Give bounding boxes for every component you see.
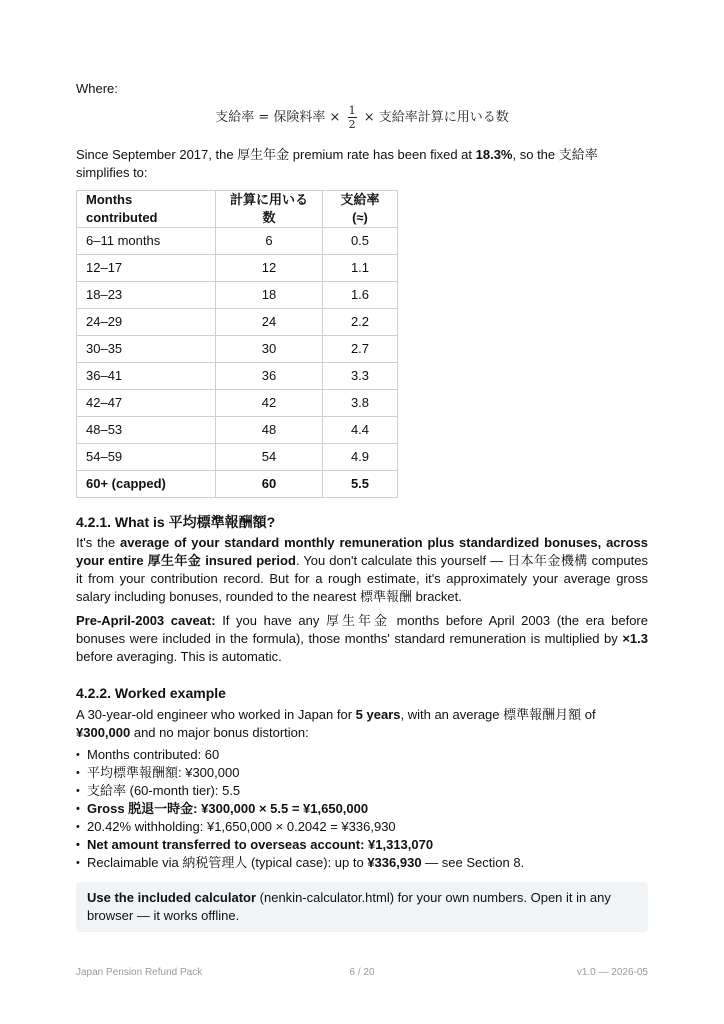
table-row [77, 336, 398, 363]
table-cell: 0.5 [323, 228, 398, 255]
table-header-row [77, 191, 398, 228]
intro-text: simplifies to: [76, 165, 148, 180]
paragraph-emphasis: 5 years [355, 707, 401, 722]
intro-text: premium rate has been fixed at [289, 147, 476, 162]
paragraph-text: A 30-year-old engineer who worked in Japan for [76, 707, 356, 722]
table-row [77, 309, 398, 336]
column-header: Months contributed [77, 191, 216, 228]
table-row [77, 255, 398, 282]
calculator-note-callout [76, 882, 648, 932]
footer-title: Japan Pension Refund Pack [76, 967, 203, 978]
rate-formula [76, 104, 648, 131]
table-cell: 54–59 [77, 444, 216, 471]
table-cell: 12 [216, 255, 323, 282]
list-item-text: Reclaimable via 納税管理人 (typical case): up to [87, 855, 368, 870]
fraction-denominator: 2 [348, 118, 356, 131]
fraction-numerator: 1 [348, 104, 356, 117]
table-cell: 2.7 [323, 336, 398, 363]
paragraph-emphasis: average of your standard monthly remuneration plus standardized bonuses, across your entire 厚生年金 insured period [76, 535, 648, 568]
paragraph-emphasis: ¥300,000 [76, 725, 131, 740]
rate-table [76, 190, 398, 498]
list-item: • Gross 脱退一時金: ¥300,000 × 5.5 = ¥1,650,000 [76, 800, 648, 818]
table-cell: 30 [216, 336, 323, 363]
column-header: 支給率 (≈) [323, 191, 398, 228]
list-item: • 支給率 (60-month tier): 5.5 [76, 782, 648, 800]
formula-rhs: × 支給率計算に用いる数 [363, 110, 509, 125]
table-cell: 60+ (capped) [77, 471, 216, 498]
paragraph-text: and no major bonus distortion: [130, 725, 309, 740]
table-cell: 12–17 [77, 255, 216, 282]
table-cell: 4.4 [323, 417, 398, 444]
table-cell: 6–11 months [77, 228, 216, 255]
example-list [76, 746, 648, 872]
table-cell: 18 [216, 282, 323, 309]
intro-paragraph [76, 146, 648, 182]
table-cell: 4.9 [323, 444, 398, 471]
caveat-label: Pre-April-2003 caveat: [76, 613, 216, 628]
table-cell: 36 [216, 363, 323, 390]
list-item: • 平均標準報酬額: ¥300,000 [76, 764, 648, 782]
table-cell: 1.6 [323, 282, 398, 309]
table-row-capped [77, 471, 398, 498]
table-cell: 1.1 [323, 255, 398, 282]
footer-version: v1.0 — 2026-05 [576, 967, 648, 978]
intro-rate-value: 18.3% [475, 147, 513, 162]
note-emphasis: Use the included calculator [87, 890, 257, 905]
table-row [77, 282, 398, 309]
intro-text: 支給率 [558, 147, 598, 162]
table-cell: 30–35 [77, 336, 216, 363]
formula-lhs: 支給率 = 保険料率 × [215, 110, 341, 125]
list-item: • 20.42% withholding: ¥1,650,000 × 0.2042 = ¥336,930 [76, 818, 648, 836]
table-row [77, 417, 398, 444]
intro-text: , so the [512, 147, 559, 162]
table-cell: 48 [216, 417, 323, 444]
table-cell: 6 [216, 228, 323, 255]
caveat-paragraph [76, 612, 648, 666]
table-cell: 54 [216, 444, 323, 471]
note-text: (nenkin-calculator.html) for your own numbers. Open it in any browser — it works offline. [87, 890, 611, 923]
table-row [77, 228, 398, 255]
table-cell: 60 [216, 471, 323, 498]
example-intro-paragraph [76, 706, 648, 742]
paragraph-text: If you have any 厚生年金 months before April 2003 (the era before bonuses were included in the formula), those months' standard remuneration is multiplied by [76, 613, 648, 646]
table-row [77, 444, 398, 471]
table-cell: 24–29 [77, 309, 216, 336]
table-cell: 18–23 [77, 282, 216, 309]
intro-text: Since September 2017, the [76, 147, 238, 162]
table-cell: 48–53 [77, 417, 216, 444]
page-number: 6 / 20 [349, 967, 375, 978]
paragraph-emphasis: ×1.3 [622, 631, 648, 646]
table-row [77, 390, 398, 417]
paragraph-text: , with an average 標準報酬月額 of [400, 707, 596, 722]
definition-paragraph [76, 534, 648, 606]
intro-text: 厚生年金 [237, 147, 290, 162]
list-item-emphasis: ¥336,930 [367, 855, 422, 870]
table-cell: 36–41 [77, 363, 216, 390]
paragraph-text: . You don't calculate this yourself — 日本年金機構 computes it from your contribution record. But for a rough estimate, it's approximately your average gross salary including bonuses, rounded to the nearest 標準報酬 bracket. [76, 553, 648, 604]
section-heading: 4.2.2. Worked example [76, 685, 226, 701]
where-label: Where: [76, 81, 118, 96]
table-row [77, 363, 398, 390]
paragraph-text: before averaging. This is automatic. [76, 649, 282, 664]
list-item: • Months contributed: 60 [76, 746, 648, 764]
column-header: 計算に用いる数 [216, 191, 323, 228]
table-cell: 42–47 [77, 390, 216, 417]
table-cell: 5.5 [323, 471, 398, 498]
list-item [76, 854, 648, 872]
table-cell: 42 [216, 390, 323, 417]
list-item-text: — see Section 8. [421, 855, 525, 870]
table-cell: 24 [216, 309, 323, 336]
formula-fraction [348, 104, 357, 131]
list-item: • Net amount transferred to overseas account: ¥1,313,070 [76, 836, 648, 854]
paragraph-text: It's the [76, 535, 121, 550]
table-cell: 2.2 [323, 309, 398, 336]
section-heading: 4.2.1. What is 平均標準報酬額? [76, 514, 276, 530]
table-cell: 3.3 [323, 363, 398, 390]
table-cell: 3.8 [323, 390, 398, 417]
